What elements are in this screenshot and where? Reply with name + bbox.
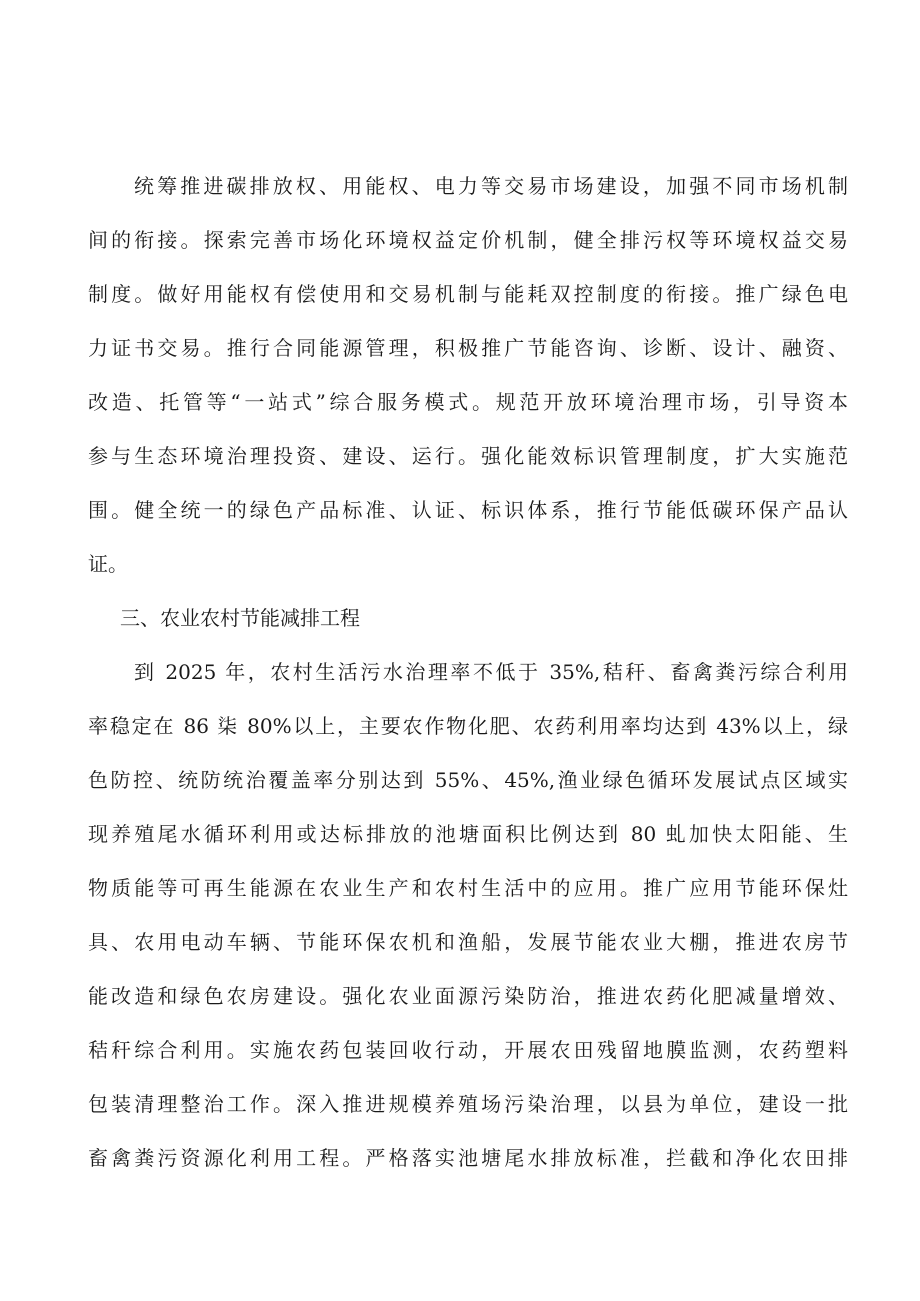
paragraph-1-line-2: 间的衔接。探索完善市场化环境权益定价机制，健全排污权等环境权益交易 <box>88 228 848 252</box>
paragraph-1-line-5: 改造、托管等“一站式”综合服务模式。规范开放环境治理市场，引导资本 <box>88 390 848 414</box>
paragraph-2-line-9: 包装清理整治工作。深入推进规模养殖场污染治理，以县为单位，建设一批 <box>88 1092 848 1116</box>
paragraph-2-line-2: 率稳定在 86 柒 80%以上，主要农作物化肥、农药利用率均达到 43%以上，绿 <box>88 714 848 738</box>
paragraph-2-line-6: 具、农用电动车辆、节能环保农机和渔船，发展节能农业大棚，推进农房节 <box>88 930 848 954</box>
paragraph-2-line-1: 到 2025 年，农村生活污水治理率不低于 35%,秸秆、畜禽粪污综合利用 <box>134 660 848 684</box>
paragraph-1-line-7: 围。健全统一的绿色产品标准、认证、标识体系，推行节能低碳环保产品认 <box>88 498 848 522</box>
paragraph-1-line-6: 参与生态环境治理投资、建设、运行。强化能效标识管理制度，扩大实施范 <box>88 444 848 468</box>
paragraph-2-line-7: 能改造和绿色农房建设。强化农业面源污染防治，推进农药化肥减量增效、 <box>88 984 848 1008</box>
paragraph-2-line-3: 色防控、统防统治覆盖率分别达到 55%、45%,渔业绿色循环发展试点区域实 <box>88 768 848 792</box>
section-heading: 三、农业农村节能减排工程 <box>120 606 360 630</box>
paragraph-2-line-5: 物质能等可再生能源在农业生产和农村生活中的应用。推广应用节能环保灶 <box>88 876 848 900</box>
paragraph-2-line-8: 秸秆综合利用。实施农药包装回收行动，开展农田残留地膜监测，农药塑料 <box>88 1038 848 1062</box>
paragraph-1-line-1: 统筹推进碳排放权、用能权、电力等交易市场建设，加强不同市场机制 <box>134 174 848 198</box>
paragraph-1-line-4: 力证书交易。推行合同能源管理，积极推广节能咨询、诊断、设计、融资、 <box>88 336 848 360</box>
paragraph-1-line-3: 制度。做好用能权有偿使用和交易机制与能耗双控制度的衔接。推广绿色电 <box>88 282 848 306</box>
paragraph-2-line-10: 畜禽粪污资源化利用工程。严格落实池塘尾水排放标准，拦截和净化农田排 <box>88 1146 848 1170</box>
paragraph-2-line-4: 现养殖尾水循环利用或达标排放的池塘面积比例达到 80 虬加快太阳能、生 <box>88 822 848 846</box>
paragraph-1-line-8: 证。 <box>88 552 128 576</box>
